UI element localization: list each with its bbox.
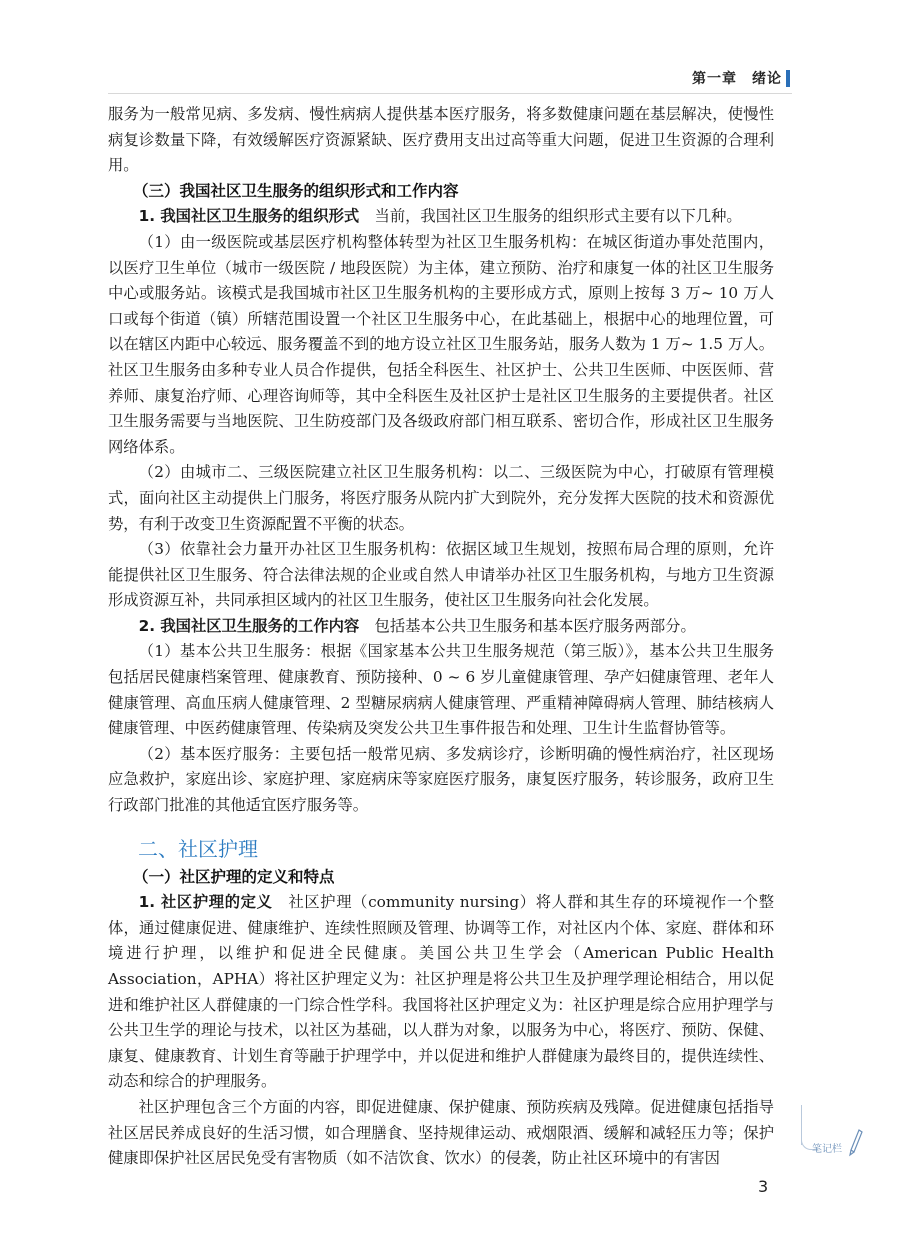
paragraph: （2）基本医疗服务：主要包括一般常见病、多发病诊疗，诊断明确的慢性病治疗，社区现场应急救护，家庭出诊、家庭护理、家庭病床等家庭医疗服务，康复医疗服务，转诊服务，政府卫生行政部门批准的其他适宜医疗服务等。 <box>108 744 774 815</box>
chapter-section-heading: 二、社区护理 <box>138 836 258 861</box>
paragraph-text: 包括基本公共卫生服务和基本医疗服务两部分。 <box>359 616 696 635</box>
paragraph: 社区护理包含三个方面的内容，即促进健康、保护健康、预防疾病及残障。促进健康包括指导社区居民养成良好的生活习惯，如合理膳食、坚持规律运动、戒烟限酒、缓解和减轻压力等；保护健康即保护社区居民免受有害物质（如不洁饮食、饮水）的侵袭，防止社区环境中的有害因 <box>108 1097 774 1168</box>
paragraph <box>108 204 774 230</box>
chapter-header: 第一章 绪论 <box>692 71 782 87</box>
page-number: 3 <box>758 1177 769 1196</box>
section-heading: （一）社区护理的定义和特点 <box>133 867 335 886</box>
paragraph: （3）依靠社会力量开办社区卫生服务机构：依据区域卫生规划，按照布局合理的原则，允许能提供社区卫生服务、符合法律法规的企业或自然人申请举办社区卫生服务机构，与地方卫生资源形成资源互补，共同承担区域内的社区卫生服务，使社区卫生服务向社会化发展。 <box>108 540 774 610</box>
paragraph-text: 社区护理（community nursing）将人群和其生存的环境视作一个整体，通过健康促进、健康维护、连续性照顾及管理、协调等工作，对社区内个体、家庭、群体和环境进行护理，以维护和促进全民健康。美国公共卫生学会（American Public Health Association，APHA）将社区护理定义为：社区护理是将公共卫生及护理学理论相结合，用以促进和维护社区人群健康的一门综合性学科。我国将社区护理定义为：社区护理是综合应用护理学与公共卫生学的理论与技术，以社区为基础，以人群为对象，以服务为中心，将医疗、预防、保健、康复、健康教育、计划生育等融于护理学中，并以促进和维护人群健康为最终目的，提供连续性、动态和综合的护理服务。 <box>108 893 774 1091</box>
header-divider <box>108 93 792 94</box>
paragraph <box>108 890 774 1095</box>
header-accent-bar <box>786 70 790 87</box>
paragraph: （2）由城市二、三级医院建立社区卫生服务机构：以二、三级医院为中心，打破原有管理模式，面向社区主动提供上门服务，将医疗服务从院内扩大到院外，充分发挥大医院的技术和资源优势，有利于改变卫生资源配置不平衡的状态。 <box>108 463 774 533</box>
paragraph <box>108 614 774 640</box>
paragraph-lead: 1. 社区护理的定义 <box>138 893 273 912</box>
section-heading: （三）我国社区卫生服务的组织形式和工作内容 <box>133 181 459 200</box>
paragraph-text: 当前，我国社区卫生服务的组织形式主要有以下几种。 <box>359 207 742 226</box>
paragraph: 服务为一般常见病、多发病、慢性病病人提供基本医疗服务，将多数健康问题在基层解决，使慢性病复诊数量下降，有效缓解医疗资源紧缺、医疗费用支出过高等重大问题，促进卫生资源的合理利用。 <box>108 105 774 175</box>
paragraph-lead: 2. 我国社区卫生服务的工作内容 <box>138 616 360 635</box>
body-text <box>108 102 774 1172</box>
notes-label: 笔记栏 <box>812 1144 842 1155</box>
pen-icon <box>848 1128 864 1158</box>
paragraph-lead: 1. 我国社区卫生服务的组织形式 <box>138 207 360 226</box>
paragraph: （1）由一级医院或基层医疗机构整体转型为社区卫生服务机构：在城区街道办事处范围内，以医疗卫生单位（城市一级医院 / 地段医院）为主体，建立预防、治疗和康复一体的社区卫生服务中心或服务站。该模式是我国城市社区卫生服务机构的主要形成方式，原则上按每 3 万~ 10 万人口或每个街道（镇）所辖范围设置一个社区卫生服务中心，在此基础上，根据中心的地理位置，可以在辖区内距中心较远、服务覆盖不到的地方设立社区卫生服务站，服务人数为 1 万~ 1.5 万人。社区卫生服务由多种专业人员合作提供，包括全科医生、社区护士、公共卫生医师、中医医师、营养师、康复治疗师、心理咨询师等，其中全科医生及社区护士是社区卫生服务的主要提供者。社区卫生服务需要与当地医院、卫生防疫部门及各级政府部门相互联系、密切合作，形成社区卫生服务网络体系。 <box>108 232 774 456</box>
paragraph: （1）基本公共卫生服务：根据《国家基本公共卫生服务规范（第三版）》，基本公共卫生服务包括居民健康档案管理、健康教育、预防接种、0 ~ 6 岁儿童健康管理、孕产妇健康管理、老年人健康管理、高血压病人健康管理、2 型糖尿病病人健康管理、严重精神障碍病人管理、肺结核病人健康管理、中医药健康管理、传染病及突发公共卫生事件报告和处理、卫生计生监督协管等。 <box>108 642 774 738</box>
